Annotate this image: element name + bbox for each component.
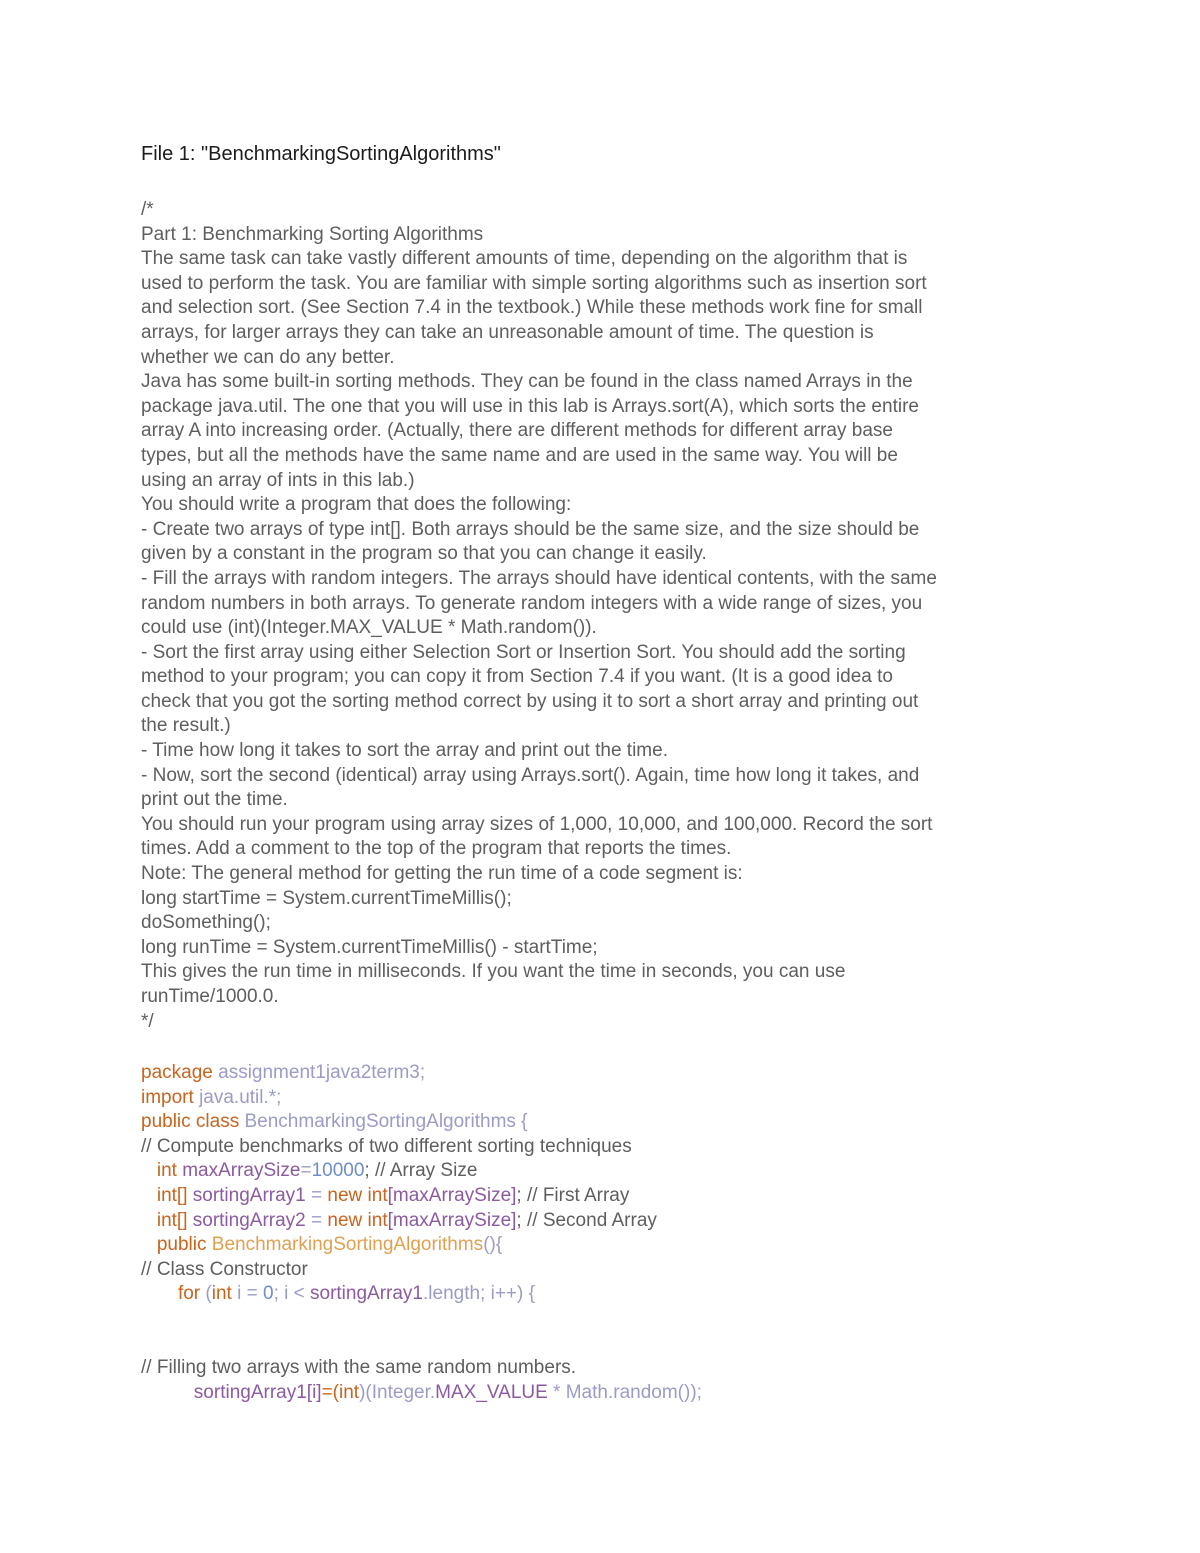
comment-line: using an array of ints in this lab.) [141, 469, 415, 491]
keyword: new int [327, 1184, 388, 1206]
loop-rest: .length; i++) { [423, 1283, 535, 1305]
code-comment: // Class Constructor [141, 1258, 308, 1280]
indent [141, 1160, 157, 1181]
array-size: [maxArraySize] [387, 1184, 517, 1206]
comment-line: method to your program; you can copy it from Section 7.4 if you want. (It is a good idea to [141, 666, 893, 688]
comment-line: - Now, sort the second (identical) array using Arrays.sort(). Again, time how long it takes, and [141, 764, 920, 786]
type-keyword: int[] [156, 1209, 188, 1231]
comment-line: used to perform the task. You are familiar with simple sorting algorithms such as insertion sort [141, 272, 927, 294]
code-line-max-array-size [141, 1159, 1061, 1184]
type-keyword: int [339, 1381, 360, 1403]
comment-line: */ [141, 1010, 154, 1032]
punctuation: (){ [483, 1234, 503, 1256]
indent [141, 1210, 157, 1231]
indent [141, 1185, 157, 1206]
comment-line: long startTime = System.currentTimeMillis(); [141, 887, 512, 909]
java-code-block [141, 1061, 1061, 1405]
type-keyword: int [156, 1160, 177, 1182]
code-comment: // Compute benchmarks of two different sorting techniques [141, 1135, 632, 1157]
comment-line: given by a constant in the program so that you can change it easily. [141, 543, 707, 565]
type-keyword: int[] [156, 1184, 188, 1206]
comment-line: Java has some built-in sorting methods. They can be found in the class named Arrays in the [141, 371, 913, 393]
comment-line: whether we can do any better. [141, 346, 395, 368]
code-line-comment [141, 1258, 1061, 1283]
comment-line: long runTime = System.currentTimeMillis() - startTime; [141, 936, 598, 958]
blank-line [141, 1307, 1061, 1332]
package-name: assignment1java2term3; [212, 1062, 426, 1083]
comment-line: arrays, for larger arrays they can take an unreasonable amount of time. The question is [141, 321, 874, 343]
array-size: [maxArraySize] [387, 1209, 517, 1231]
comment-line: Part 1: Benchmarking Sorting Algorithms [141, 223, 484, 245]
keyword: package [141, 1062, 213, 1083]
comment-line: doSomething(); [141, 912, 271, 934]
import-name: java.util.*; [193, 1086, 282, 1108]
blank-line [141, 1332, 1061, 1357]
expression: * Math.random()); [547, 1381, 702, 1403]
comment-line: types, but all the methods have the same name and are used in the same way. You will be [141, 444, 898, 466]
code-line-for-loop [141, 1282, 1061, 1307]
comment-line: /* [141, 199, 154, 220]
punctuation: ; [364, 1160, 375, 1182]
comment-line: could use (int)(Integer.MAX_VALUE * Math.random()). [141, 617, 597, 639]
comment-line: times. Add a comment to the top of the program that reports the times. [141, 838, 732, 860]
cast: )(Integer. [359, 1381, 436, 1403]
comment-line: random numbers in both arrays. To generate random integers with a wide range of sizes, you [141, 592, 923, 614]
punctuation: ; [516, 1184, 527, 1206]
code-line-sorting-array2 [141, 1209, 1061, 1234]
comment-line: print out the time. [141, 789, 288, 811]
code-line-comment [141, 1135, 1061, 1160]
indent [141, 1234, 157, 1255]
array-index: [i] [306, 1381, 322, 1403]
loop-condition: ; i < [273, 1283, 310, 1305]
punctuation: ; [516, 1209, 527, 1231]
operator: = [300, 1160, 312, 1182]
keyword: import [141, 1086, 194, 1108]
keyword: public class [141, 1111, 240, 1133]
class-name: BenchmarkingSortingAlgorithms { [239, 1111, 528, 1133]
assignment-comment-block [141, 198, 1061, 1034]
comment-line: the result.) [141, 715, 231, 737]
operator: = [305, 1184, 328, 1206]
keyword: for [177, 1283, 201, 1305]
code-line-package [141, 1061, 1061, 1086]
comment-line: The same task can take vastly different amounts of time, depending on the algorithm that is [141, 248, 908, 270]
code-line-sorting-array1 [141, 1184, 1061, 1209]
comment-line: - Create two arrays of type int[]. Both arrays should be the same size, and the size should be [141, 518, 920, 540]
comment-line: - Time how long it takes to sort the array and print out the time. [141, 740, 668, 762]
code-comment: // Filling two arrays with the same random numbers. [141, 1357, 577, 1379]
code-comment: // First Array [526, 1184, 630, 1206]
code-line-class [141, 1110, 1061, 1135]
variable: sortingArray1 [310, 1283, 423, 1305]
variable: sortingArray1 [193, 1381, 307, 1403]
code-line-constructor [141, 1233, 1061, 1258]
operator: =( [321, 1381, 340, 1403]
number-literal: 0 [262, 1283, 274, 1305]
constant: MAX_VALUE [435, 1381, 548, 1403]
constructor-name: BenchmarkingSortingAlgorithms [206, 1234, 484, 1256]
comment-line: You should write a program that does the following: [141, 494, 572, 516]
indent [141, 1283, 178, 1304]
comment-line: This gives the run time in milliseconds. If you want the time in seconds, you can use [141, 961, 846, 983]
comment-line: Note: The general method for getting the run time of a code segment is: [141, 863, 743, 885]
comment-line: package java.util. The one that you will use in this lab is Arrays.sort(A), which sorts the entire [141, 395, 919, 417]
type-keyword: int [211, 1283, 232, 1305]
code-line-comment [141, 1356, 1061, 1381]
code-comment: // Second Array [526, 1209, 657, 1231]
comment-line: runTime/1000.0. [141, 986, 279, 1007]
comment-line: and selection sort. (See Section 7.4 in the textbook.) While these methods work fine for small [141, 297, 923, 319]
keyword: new int [327, 1209, 388, 1231]
variable: sortingArray2 [187, 1209, 306, 1231]
comment-line: You should run your program using array sizes of 1,000, 10,000, and 100,000. Record the sort [141, 813, 933, 835]
loop-variable: i = [231, 1283, 263, 1305]
code-line-import [141, 1086, 1061, 1111]
comment-line: array A into increasing order. (Actually, there are different methods for different array base [141, 420, 893, 442]
comment-line: - Fill the arrays with random integers. The arrays should have identical contents, with the same [141, 567, 937, 589]
code-line-fill-array [141, 1381, 1061, 1406]
comment-line: check that you got the sorting method correct by using it to sort a short array and printing out [141, 690, 919, 712]
variable: maxArraySize [176, 1160, 301, 1182]
variable: sortingArray1 [187, 1184, 306, 1206]
keyword: public [156, 1234, 207, 1256]
operator: = [305, 1209, 328, 1231]
comment-line: - Sort the first array using either Selection Sort or Insertion Sort. You should add the sorting [141, 641, 906, 663]
code-comment: // Array Size [374, 1160, 478, 1182]
indent [141, 1382, 194, 1403]
file-title: File 1: "BenchmarkingSortingAlgorithms" [141, 143, 501, 165]
number-literal: 10000 [311, 1160, 365, 1182]
punctuation: ( [200, 1283, 212, 1305]
